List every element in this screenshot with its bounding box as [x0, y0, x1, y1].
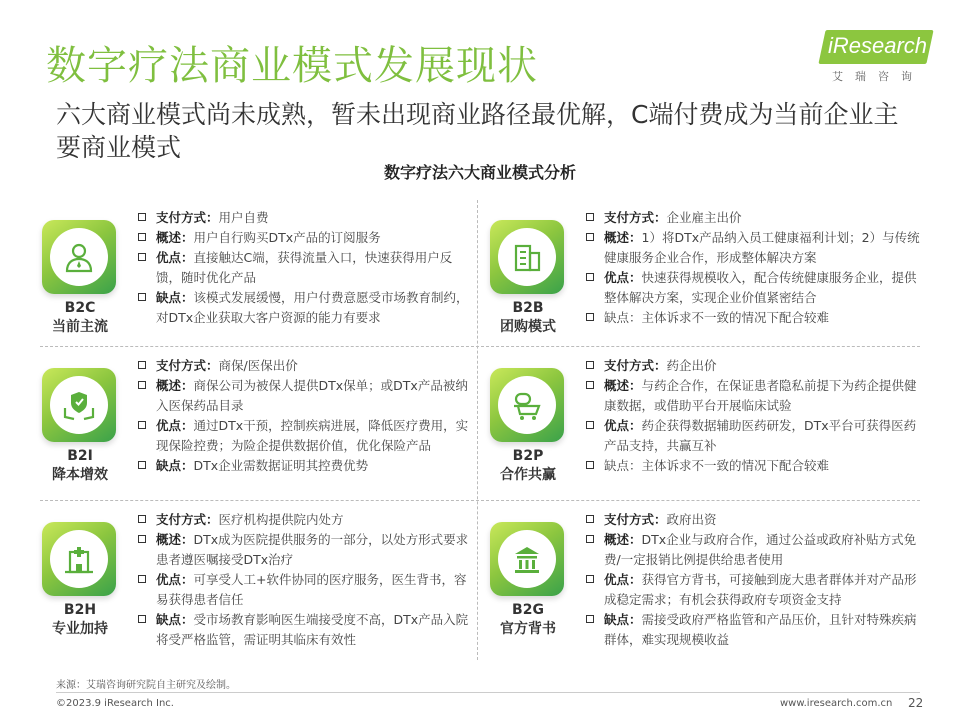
government-icon	[510, 542, 544, 576]
pharma-cart-icon	[510, 388, 544, 422]
detail-item: 优点：获得官方背书，可接触到庞大患者群体并对产品形成稳定需求；有机会获得政府专项资金支持	[586, 570, 920, 610]
footer-divider	[56, 692, 920, 693]
model-icon-wrap	[490, 220, 564, 294]
detail-item: 缺点：该模式发展缓慢，用户付费意愿受市场教育制约，对DTx企业获取大客户资源的能力有要求	[138, 288, 472, 328]
detail-item: 概述：商保公司为被保人提供DTx保单；或DTx产品被纳入医保药品目录	[138, 376, 472, 416]
model-details	[586, 356, 920, 476]
model-card-b2c	[42, 208, 472, 348]
model-details	[586, 510, 920, 650]
hospital-icon	[62, 542, 96, 576]
model-label: 官方背书	[500, 621, 556, 637]
model-label: 合作共赢	[500, 467, 556, 483]
model-code: B2C	[64, 300, 96, 316]
detail-item: 支付方式：商保/医保出价	[138, 356, 472, 376]
copyright: ©2023.9 iResearch Inc.	[56, 698, 174, 709]
detail-item: 缺点：主体诉求不一致的情况下配合较难	[586, 308, 920, 328]
detail-item: 概述：DTx企业与政府合作，通过公益或政府补贴方式免费/一定报销比例提供给患者使用	[586, 530, 920, 570]
iresearch-logo	[822, 30, 932, 86]
model-card-b2p	[490, 356, 920, 496]
logo-name: iResearch	[828, 33, 928, 58]
model-card-b2i	[42, 356, 472, 496]
model-details	[138, 510, 472, 650]
vertical-divider	[477, 200, 478, 660]
model-label: 降本增效	[52, 467, 108, 483]
section-title: 数字疗法六大商业模式分析	[383, 163, 576, 182]
detail-item: 缺点：需接受政府严格监管和产品压价，且针对特殊疾病群体，难实现规模收益	[586, 610, 920, 650]
model-card-b2g	[490, 510, 920, 650]
detail-item: 概述：1）将DTx产品纳入员工健康福利计划；2）与传统健康服务企业合作，形成整体解决方案	[586, 228, 920, 268]
shield-hands-icon	[62, 388, 96, 422]
model-icon-wrap	[42, 220, 116, 294]
detail-item: 缺点：受市场教育影响医生端接受度不高，DTx产品入院将受严格监管，需证明其临床有效性	[138, 610, 472, 650]
model-code: B2G	[512, 602, 544, 618]
model-code: B2B	[512, 300, 544, 316]
model-icon-wrap	[42, 368, 116, 442]
model-icon-wrap	[42, 522, 116, 596]
model-code: B2I	[67, 448, 93, 464]
detail-item: 优点：直接触达C端，获得流量入口，快速获得用户反馈，随时优化产品	[138, 248, 472, 288]
page-title: 数字疗法商业模式发展现状	[46, 43, 538, 89]
source-note: 来源：艾瑞咨询研究院自主研究及绘制。	[56, 680, 236, 691]
person-icon	[62, 240, 96, 274]
model-card-b2h	[42, 510, 472, 650]
building-icon	[510, 240, 544, 274]
model-icon-wrap	[490, 522, 564, 596]
model-label: 专业加持	[52, 621, 108, 637]
page-subtitle: 六大商业模式尚未成熟，暂未出现商业路径最优解，C端付费成为当前企业主要商业模式	[56, 100, 899, 162]
model-icon-wrap	[490, 368, 564, 442]
detail-item: 支付方式：用户自费	[138, 208, 472, 228]
detail-item: 概述：与药企合作，在保证患者隐私前提下为药企提供健康数据，或借助平台开展临床试验	[586, 376, 920, 416]
model-code: B2P	[512, 448, 544, 464]
website-link[interactable]: www.iresearch.com.cn	[780, 698, 893, 709]
model-code: B2H	[63, 602, 97, 618]
detail-item: 优点：药企获得数据辅助医药研发，DTx平台可获得医药产品支持，共赢互补	[586, 416, 920, 456]
detail-item: 优点：可享受人工+软件协同的医疗服务，医生背书，容易获得患者信任	[138, 570, 472, 610]
detail-item: 支付方式：政府出资	[586, 510, 920, 530]
detail-item: 优点：通过DTx干预，控制疾病进展，降低医疗费用，实现保险控费；为险企提供数据价值，优化保险产品	[138, 416, 472, 456]
model-details	[586, 208, 920, 328]
model-card-b2b	[490, 208, 920, 348]
detail-item: 优点：快速获得规模收入，配合传统健康服务企业，提供整体解决方案，实现企业价值紧密结合	[586, 268, 920, 308]
model-label: 当前主流	[52, 319, 108, 335]
detail-item: 概述：DTx成为医院提供服务的一部分，以处方形式要求患者遵医嘱接受DTx治疗	[138, 530, 472, 570]
model-details	[138, 208, 472, 328]
detail-item: 概述：用户自行购买DTx产品的订阅服务	[138, 228, 472, 248]
model-label: 团购模式	[500, 319, 556, 335]
detail-item: 支付方式：药企出价	[586, 356, 920, 376]
logo-subtitle: 艾瑞咨询	[832, 70, 924, 83]
detail-item: 缺点：主体诉求不一致的情况下配合较难	[586, 456, 920, 476]
model-details	[138, 356, 472, 476]
detail-item: 支付方式：医疗机构提供院内处方	[138, 510, 472, 530]
page-number: 22	[908, 696, 924, 710]
detail-item: 支付方式：企业雇主出价	[586, 208, 920, 228]
horizontal-divider	[40, 500, 920, 501]
detail-item: 缺点：DTx企业需数据证明其控费优势	[138, 456, 472, 476]
